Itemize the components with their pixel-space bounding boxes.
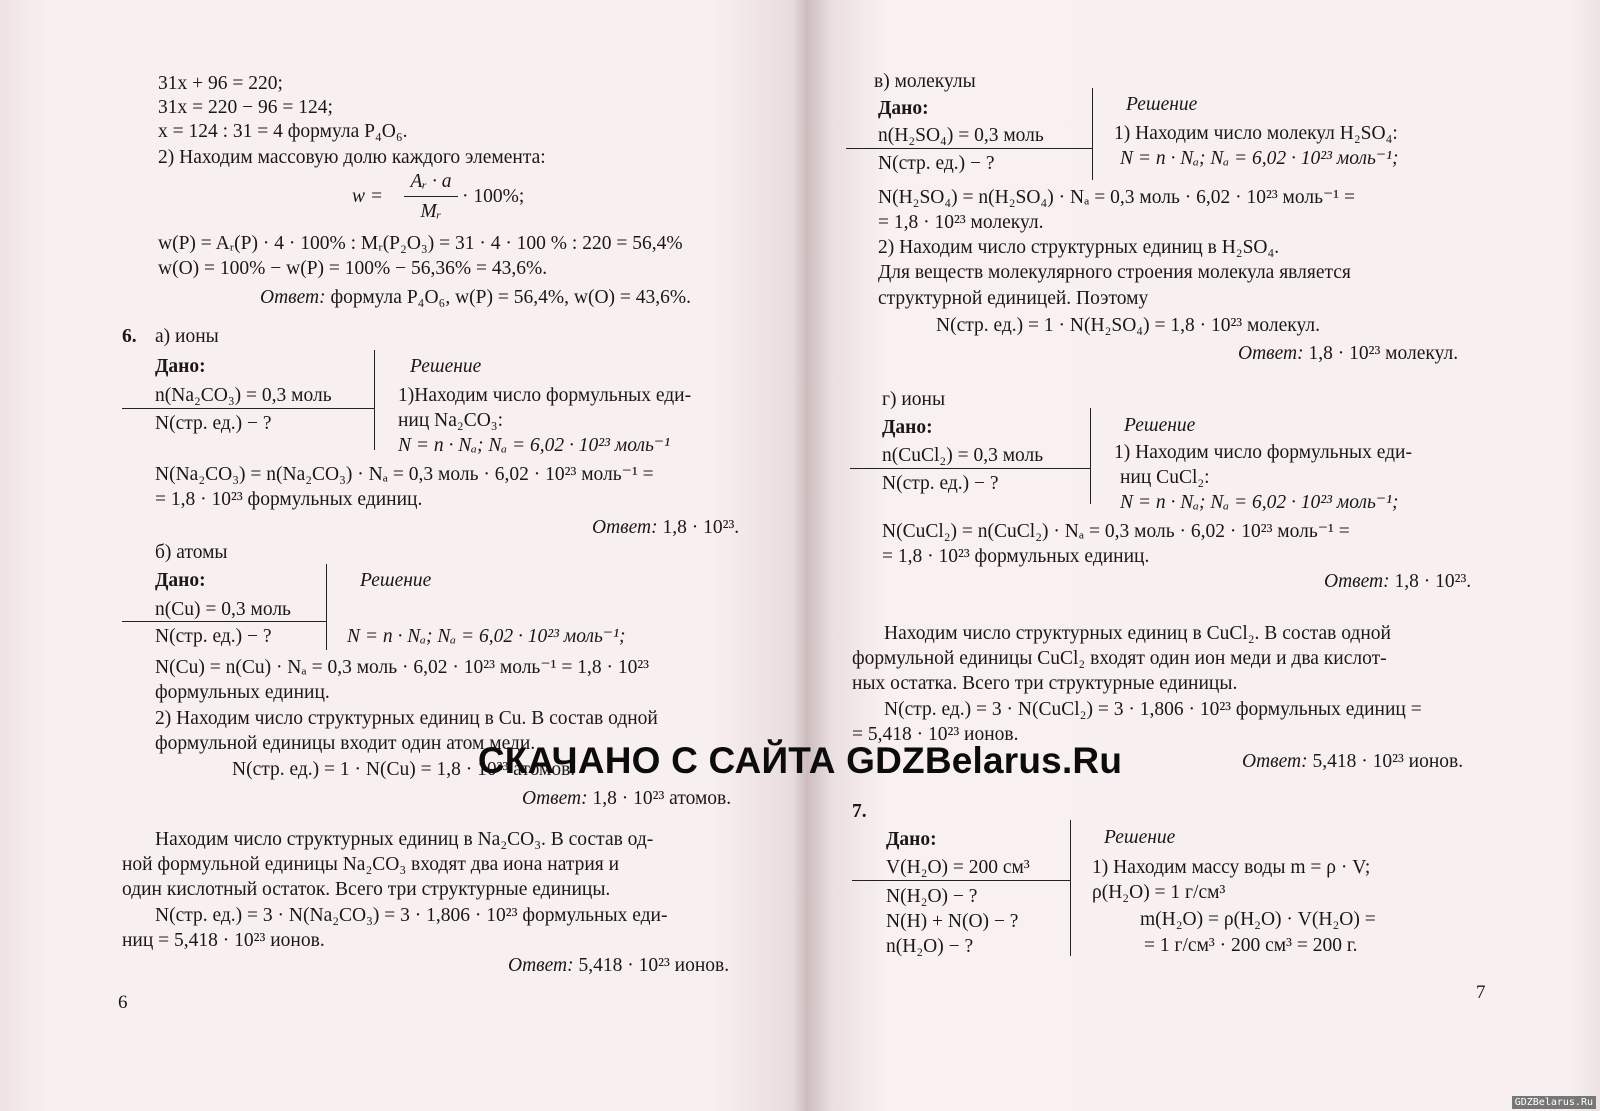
given-divider [122,621,326,622]
task-v-solution-1: 1) Находим число молекул H₂SO₄: [1114,123,1398,144]
task-v-given: n(H₂SO₄) = 0,3 моль [878,125,1044,146]
task-6a-calc-2: = 1,8 · 10²³ формульных единиц. [155,489,423,510]
task-6b-solution: N = n · Nₐ; Nₐ = 6,02 · 10²³ моль⁻¹; [347,626,626,647]
task-g-solution-1: 1) Находим число формульных еди- [1114,442,1412,463]
task-g-final-answer-text: 5,418 · 10²³ ионов. [1312,751,1464,772]
equation-line-1: 31x + 96 = 220; [158,73,283,94]
task-g-solution-3: N = n · Nₐ; Nₐ = 6,02 · 10²³ моль⁻¹; [1120,492,1399,513]
paragraph-line-1: Находим число структурных единиц в Na₂CO₃. В состав од- [155,829,654,850]
task-6b-answer [522,787,731,811]
task-6-number: 6. [122,326,137,347]
given-solution-divider [1092,88,1093,180]
given-label: Дано: [155,570,206,591]
task-v-step2: 2) Находим число структурных единиц в H₂SO₄. [878,237,1280,258]
task-6a-answer-text: 1,8 · 10²³. [662,517,740,538]
task-g-paragraph-1: Находим число структурных единиц в CuCl₂. В состав одной [884,623,1391,644]
w-formula-rhs: · 100%; [462,186,525,207]
page-number: 7 [1476,982,1486,1003]
page-number: 6 [118,992,128,1013]
given-solution-divider [326,564,327,650]
solution-label: Решение [360,570,432,591]
w-o-calculation: w(O) = 100% − w(P) = 100% − 56,36% = 43,6%. [158,258,548,279]
answer-label: Ответ: [1238,343,1304,364]
task-7-given: V(H₂O) = 200 см³ [886,857,1030,878]
step-2-heading: 2) Находим массовую долю каждого элемента: [158,147,546,168]
task-7-number: 7. [852,801,867,822]
task-g-calc-1: N(CuCl₂) = n(CuCl₂) · Nₐ = 0,3 моль · 6,02 · 10²³ моль⁻¹ = [882,521,1350,542]
answer-label: Ответ: [508,955,574,976]
task-6a-find: N(стр. ед.) − ? [155,413,272,434]
task-6b-find: N(стр. ед.) − ? [155,626,272,647]
task-7-solution-1: 1) Находим массу воды m = ρ · V; [1092,857,1371,878]
task-g-title: г) ионы [882,389,946,410]
given-label: Дано: [886,829,937,850]
task-6b-calc-2: формульных единиц. [155,682,330,703]
answer-label: Ответ: [260,287,326,308]
task-7-solution-2: ρ(H₂O) = 1 г/см³ [1092,882,1226,903]
task-6a-title: а) ионы [155,326,219,347]
task-g-paragraph-2: формульной единицы CuCl₂ входят один ион меди и два кислот- [852,648,1387,669]
task-g-paragraph-4: N(стр. ед.) = 3 · N(CuCl₂) = 3 · 1,806 · 10²³ формульных единиц = [884,699,1422,720]
task-v-paragraph-2: структурной единицей. Поэтому [878,288,1149,309]
final-answer [508,954,729,978]
paragraph-line-2: ной формульной единицы Na₂CO₃ входят два иона натрия и [122,854,620,875]
equation-line-3: x = 124 : 31 = 4 формула P₄O₆. [158,121,408,142]
given-solution-divider [1090,408,1091,504]
task-v-solution-2: N = n · Nₐ; Nₐ = 6,02 · 10²³ моль⁻¹; [1120,148,1399,169]
answer-1 [260,286,691,310]
w-p-calculation: w(P) = Aᵣ(P) · 4 · 100% : Mᵣ(P₂O₃) = 31 · 4 · 100 % : 220 = 56,4% [158,233,683,254]
answer-1-text: формула P₄O₆, w(P) = 56,4%, w(O) = 43,6%. [330,287,692,308]
task-v-title: в) молекулы [874,71,976,92]
given-divider [852,880,1070,881]
answer-label: Ответ: [1324,571,1390,592]
task-7-find-3: n(H₂O) − ? [886,936,974,957]
task-v-answer [1238,342,1458,366]
task-v-calc-2: = 1,8 · 10²³ молекул. [878,212,1044,233]
task-6a-answer [592,516,739,540]
task-6a-solution-1: 1)Находим число формульных еди- [398,385,692,406]
task-7-find-1: N(H₂O) − ? [886,886,978,907]
task-6b-step2-a: 2) Находим число структурных единиц в Cu. В состав одной [155,708,658,729]
given-divider [122,408,374,409]
task-g-given: n(CuCl₂) = 0,3 моль [882,445,1044,466]
task-6b-step2-b: формульной единицы входит один атом меди. [155,733,536,754]
final-answer-text: 5,418 · 10²³ ионов. [578,955,730,976]
answer-label: Ответ: [592,517,658,538]
answer-label: Ответ: [1242,751,1308,772]
task-6b-given: n(Cu) = 0,3 моль [155,599,291,620]
w-formula-numerator: Aᵣ · a [410,171,452,192]
task-7-solution-3: m(H₂O) = ρ(H₂O) · V(H₂O) = [1140,909,1376,930]
task-7-solution-4: = 1 г/см³ · 200 см³ = 200 г. [1144,935,1358,956]
site-watermark: СКАЧАНО С САЙТА GDZBelarus.Ru [477,740,1123,781]
w-formula-lhs: w = [352,186,384,207]
task-v-paragraph-1: Для веществ молекулярного строения молекула является [878,262,1351,283]
task-v-find: N(стр. ед.) − ? [878,153,995,174]
task-6b-answer-text: 1,8 · 10²³ атомов. [592,788,732,809]
task-6a-solution-3: N = n · Nₐ; Nₐ = 6,02 · 10²³ моль⁻¹ [398,435,671,456]
task-v-paragraph-3: N(стр. ед.) = 1 · N(H₂SO₄) = 1,8 · 10²³ молекул. [936,315,1320,336]
corner-site-tag: GDZBelarus.Ru [1512,1096,1596,1109]
task-g-answer [1324,570,1471,594]
solution-label: Решение [1126,94,1198,115]
task-6b-title: б) атомы [155,542,228,563]
given-label: Дано: [878,98,929,119]
given-divider [850,468,1090,469]
w-formula-denominator: Mᵣ [420,201,442,222]
task-g-find: N(стр. ед.) − ? [882,473,999,494]
solution-label: Решение [1104,827,1176,848]
fraction-bar [404,196,458,197]
task-6a-given: n(Na₂CO₃) = 0,3 моль [155,385,332,406]
given-label: Дано: [882,417,933,438]
task-6b-calc-1: N(Cu) = n(Cu) · Nₐ = 0,3 моль · 6,02 · 10²³ моль⁻¹ = 1,8 · 10²³ [155,657,650,678]
task-g-answer-text: 1,8 · 10²³. [1394,571,1472,592]
given-divider [846,148,1092,149]
given-solution-divider [374,350,375,450]
answer-label: Ответ: [522,788,588,809]
solution-label: Решение [410,356,482,377]
task-7-find-2: N(H) + N(O) − ? [886,911,1019,932]
given-label: Дано: [155,356,206,377]
task-6a-solution-2: ниц Na₂CO₃: [398,410,504,431]
paragraph-line-3: один кислотный остаток. Всего три структурные единицы. [122,879,611,900]
task-v-calc-1: N(H₂SO₄) = n(H₂SO₄) · Nₐ = 0,3 моль · 6,02 · 10²³ моль⁻¹ = [878,187,1356,208]
given-solution-divider [1070,820,1071,956]
right-page [808,0,1600,1111]
task-g-paragraph-3: ных остатка. Всего три структурные единицы. [852,673,1238,694]
task-6a-calc-1: N(Na₂CO₃) = n(Na₂CO₃) · Nₐ = 0,3 моль · 6,02 · 10²³ моль⁻¹ = [155,464,654,485]
task-g-paragraph-5: = 5,418 · 10²³ ионов. [852,724,1019,745]
equation-line-2: 31x = 220 − 96 = 124; [158,97,333,118]
solution-label: Решение [1124,415,1196,436]
task-v-answer-text: 1,8 · 10²³ молекул. [1308,343,1459,364]
paragraph-line-4: N(стр. ед.) = 3 · N(Na₂CO₃) = 3 · 1,806 · 10²³ формульных еди- [155,905,668,926]
task-g-solution-2: ниц CuCl₂: [1120,467,1210,488]
task-6b-step2-c: N(стр. ед.) = 1 · N(Cu) = 1,8 · 10²³ атомов. [232,759,576,780]
task-g-calc-2: = 1,8 · 10²³ формульных единиц. [882,546,1150,567]
paragraph-line-5: ниц = 5,418 · 10²³ ионов. [122,930,325,951]
